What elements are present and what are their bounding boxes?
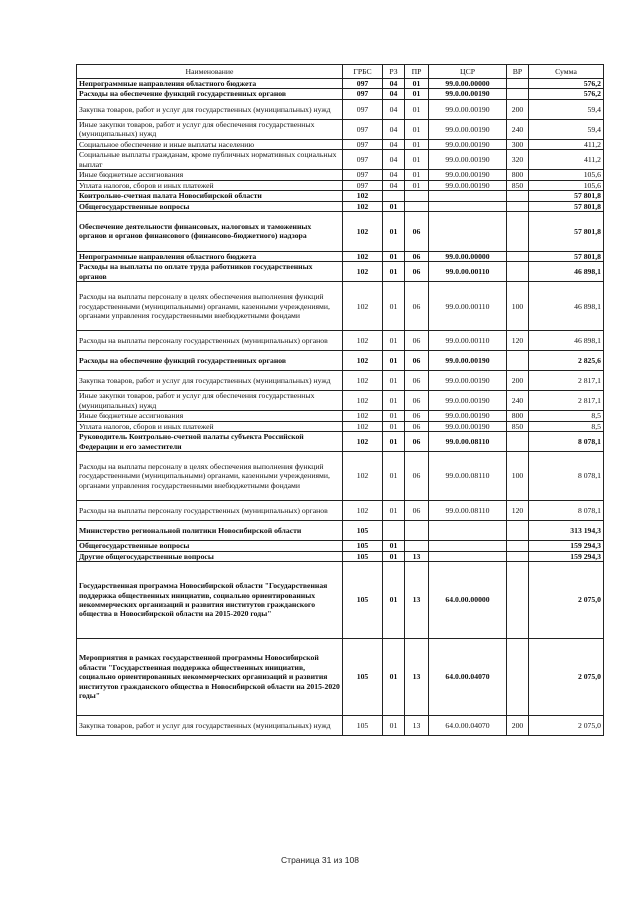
cell-pr: 06 bbox=[405, 262, 429, 282]
cell-rz: 04 bbox=[383, 99, 405, 119]
cell-csr: 99.0.00.00190 bbox=[429, 371, 507, 391]
table-row bbox=[77, 561, 604, 638]
cell-name: Государственная программа Новосибирской области "Государственная поддержка общественных инициатив, социально ориентированных некоммерческих организаций и развития институтов гражданского общества в Новосибирской области на 2015-2020 годы" bbox=[77, 561, 343, 638]
cell-rz: 04 bbox=[383, 139, 405, 149]
cell-rz bbox=[383, 191, 405, 201]
cell-name: Общегосударственные вопросы bbox=[77, 541, 343, 551]
cell-name: Расходы на выплаты персоналу в целях обеспечения выполнения функций государственными (муниципальными) органами, казенными учреждениями, органами управления государственными внебюджетными фондами bbox=[77, 282, 343, 331]
cell-vr bbox=[507, 191, 529, 201]
cell-sum: 59,4 bbox=[529, 119, 604, 139]
cell-grbs: 097 bbox=[343, 99, 383, 119]
cell-name: Непрограммные направления областного бюджета bbox=[77, 251, 343, 261]
cell-vr: 200 bbox=[507, 371, 529, 391]
cell-csr: 99.0.00.08110 bbox=[429, 501, 507, 521]
cell-grbs: 105 bbox=[343, 638, 383, 715]
cell-grbs: 097 bbox=[343, 139, 383, 149]
cell-sum: 46 898,1 bbox=[529, 331, 604, 351]
cell-csr: 99.0.00.00190 bbox=[429, 411, 507, 421]
table-row bbox=[77, 211, 604, 251]
cell-csr: 99.0.00.00190 bbox=[429, 139, 507, 149]
cell-sum: 8 078,1 bbox=[529, 501, 604, 521]
cell-sum: 411,2 bbox=[529, 150, 604, 170]
cell-vr bbox=[507, 79, 529, 89]
cell-pr: 01 bbox=[405, 139, 429, 149]
cell-vr bbox=[507, 432, 529, 452]
cell-csr: 64.0.00.04070 bbox=[429, 638, 507, 715]
cell-pr: 06 bbox=[405, 421, 429, 431]
cell-csr: 99.0.00.00190 bbox=[429, 421, 507, 431]
cell-rz: 01 bbox=[383, 262, 405, 282]
cell-vr bbox=[507, 541, 529, 551]
table-row bbox=[77, 139, 604, 149]
header-sum: Сумма bbox=[529, 65, 604, 79]
cell-name: Закупка товаров, работ и услуг для государственных (муниципальных) нужд bbox=[77, 99, 343, 119]
cell-name: Министерство региональной политики Новосибирской области bbox=[77, 521, 343, 541]
cell-pr: 01 bbox=[405, 170, 429, 180]
cell-csr bbox=[429, 551, 507, 561]
table-row bbox=[77, 331, 604, 351]
cell-name: Расходы на обеспечение функций государственных органов bbox=[77, 351, 343, 371]
cell-pr: 06 bbox=[405, 432, 429, 452]
cell-name: Расходы на выплаты персоналу в целях обеспечения выполнения функций государственными (муниципальными) органами, казенными учреждениями, органами управления государственными внебюджетными фондами bbox=[77, 452, 343, 501]
cell-csr: 99.0.00.00190 bbox=[429, 150, 507, 170]
header-name: Наименование bbox=[77, 65, 343, 79]
cell-csr: 99.0.00.00190 bbox=[429, 89, 507, 100]
cell-vr: 100 bbox=[507, 282, 529, 331]
cell-vr bbox=[507, 211, 529, 251]
cell-name: Контрольно-счетная палата Новосибирской области bbox=[77, 191, 343, 201]
cell-rz: 01 bbox=[383, 251, 405, 261]
cell-sum: 2 075,0 bbox=[529, 561, 604, 638]
table-row bbox=[77, 551, 604, 561]
cell-sum: 411,2 bbox=[529, 139, 604, 149]
cell-csr: 99.0.00.00110 bbox=[429, 282, 507, 331]
cell-sum: 57 801,8 bbox=[529, 211, 604, 251]
cell-rz: 01 bbox=[383, 211, 405, 251]
cell-rz: 04 bbox=[383, 150, 405, 170]
cell-sum: 2 075,0 bbox=[529, 638, 604, 715]
cell-name: Социальное обеспечение и иные выплаты населению bbox=[77, 139, 343, 149]
cell-pr: 13 bbox=[405, 551, 429, 561]
cell-grbs: 102 bbox=[343, 251, 383, 261]
cell-vr: 200 bbox=[507, 99, 529, 119]
cell-vr bbox=[507, 561, 529, 638]
cell-vr bbox=[507, 351, 529, 371]
cell-vr: 240 bbox=[507, 391, 529, 411]
table-row bbox=[77, 432, 604, 452]
table-row bbox=[77, 79, 604, 89]
cell-grbs: 105 bbox=[343, 521, 383, 541]
cell-pr: 06 bbox=[405, 351, 429, 371]
cell-sum: 313 194,3 bbox=[529, 521, 604, 541]
cell-rz: 01 bbox=[383, 411, 405, 421]
cell-name: Руководитель Контрольно-счетной палаты субъекта Российской Федерации и его заместители bbox=[77, 432, 343, 452]
cell-grbs: 102 bbox=[343, 331, 383, 351]
cell-vr: 120 bbox=[507, 331, 529, 351]
cell-pr: 01 bbox=[405, 150, 429, 170]
cell-csr bbox=[429, 201, 507, 211]
cell-rz: 01 bbox=[383, 371, 405, 391]
cell-name: Закупка товаров, работ и услуг для государственных (муниципальных) нужд bbox=[77, 715, 343, 735]
cell-rz: 01 bbox=[383, 351, 405, 371]
cell-rz: 01 bbox=[383, 421, 405, 431]
cell-sum: 159 294,3 bbox=[529, 551, 604, 561]
cell-pr bbox=[405, 521, 429, 541]
table-row bbox=[77, 638, 604, 715]
cell-csr: 64.0.00.04070 bbox=[429, 715, 507, 735]
cell-name: Социальные выплаты гражданам, кроме публичных нормативных социальных выплат bbox=[77, 150, 343, 170]
table-row bbox=[77, 421, 604, 431]
cell-csr: 99.0.00.00000 bbox=[429, 251, 507, 261]
cell-rz: 04 bbox=[383, 79, 405, 89]
cell-pr: 01 bbox=[405, 89, 429, 100]
header-grbs: ГРБС bbox=[343, 65, 383, 79]
header-csr: ЦСР bbox=[429, 65, 507, 79]
cell-pr: 13 bbox=[405, 715, 429, 735]
cell-sum: 2 825,6 bbox=[529, 351, 604, 371]
cell-grbs: 102 bbox=[343, 432, 383, 452]
cell-sum: 8,5 bbox=[529, 411, 604, 421]
cell-name: Общегосударственные вопросы bbox=[77, 201, 343, 211]
cell-name: Уплата налогов, сборов и иных платежей bbox=[77, 421, 343, 431]
header-vr: ВР bbox=[507, 65, 529, 79]
cell-rz: 01 bbox=[383, 551, 405, 561]
cell-csr: 99.0.00.08110 bbox=[429, 432, 507, 452]
table-row bbox=[77, 251, 604, 261]
cell-rz: 04 bbox=[383, 170, 405, 180]
cell-grbs: 105 bbox=[343, 541, 383, 551]
table-row bbox=[77, 99, 604, 119]
cell-grbs: 102 bbox=[343, 351, 383, 371]
cell-name: Расходы на выплаты по оплате труда работников государственных органов bbox=[77, 262, 343, 282]
header-pr: ПР bbox=[405, 65, 429, 79]
table-row bbox=[77, 371, 604, 391]
cell-pr: 01 bbox=[405, 99, 429, 119]
cell-sum: 46 898,1 bbox=[529, 282, 604, 331]
cell-sum: 2 817,1 bbox=[529, 391, 604, 411]
cell-pr: 06 bbox=[405, 501, 429, 521]
cell-grbs: 102 bbox=[343, 371, 383, 391]
cell-grbs: 097 bbox=[343, 150, 383, 170]
cell-grbs: 105 bbox=[343, 561, 383, 638]
cell-name: Расходы на выплаты персоналу государственных (муниципальных) органов bbox=[77, 331, 343, 351]
cell-name: Иные закупки товаров, работ и услуг для обеспечения государственных (муниципальных) нужд bbox=[77, 119, 343, 139]
cell-grbs: 102 bbox=[343, 421, 383, 431]
cell-sum: 57 801,8 bbox=[529, 251, 604, 261]
cell-pr: 06 bbox=[405, 251, 429, 261]
cell-grbs: 097 bbox=[343, 170, 383, 180]
cell-rz: 01 bbox=[383, 432, 405, 452]
cell-grbs: 102 bbox=[343, 282, 383, 331]
cell-pr: 06 bbox=[405, 211, 429, 251]
cell-sum: 2 817,1 bbox=[529, 371, 604, 391]
cell-rz: 01 bbox=[383, 201, 405, 211]
cell-pr bbox=[405, 191, 429, 201]
cell-grbs: 102 bbox=[343, 452, 383, 501]
cell-grbs: 102 bbox=[343, 501, 383, 521]
cell-vr: 240 bbox=[507, 119, 529, 139]
cell-grbs: 102 bbox=[343, 411, 383, 421]
cell-rz: 01 bbox=[383, 541, 405, 551]
cell-vr: 850 bbox=[507, 421, 529, 431]
cell-pr: 13 bbox=[405, 561, 429, 638]
header-rz: РЗ bbox=[383, 65, 405, 79]
cell-sum: 46 898,1 bbox=[529, 262, 604, 282]
cell-pr bbox=[405, 541, 429, 551]
cell-name: Расходы на выплаты персоналу государственных (муниципальных) органов bbox=[77, 501, 343, 521]
cell-name: Иные бюджетные ассигнования bbox=[77, 411, 343, 421]
table-row bbox=[77, 411, 604, 421]
cell-grbs: 105 bbox=[343, 551, 383, 561]
cell-sum: 105,6 bbox=[529, 170, 604, 180]
table-row bbox=[77, 541, 604, 551]
cell-sum: 8 078,1 bbox=[529, 452, 604, 501]
cell-csr: 99.0.00.00190 bbox=[429, 99, 507, 119]
table-row bbox=[77, 201, 604, 211]
cell-name: Расходы на обеспечение функций государственных органов bbox=[77, 89, 343, 100]
budget-table bbox=[76, 64, 604, 736]
cell-csr bbox=[429, 191, 507, 201]
cell-name: Другие общегосударственные вопросы bbox=[77, 551, 343, 561]
cell-pr: 06 bbox=[405, 371, 429, 391]
cell-rz: 04 bbox=[383, 119, 405, 139]
cell-csr: 99.0.00.00110 bbox=[429, 262, 507, 282]
cell-csr: 64.0.00.00000 bbox=[429, 561, 507, 638]
cell-sum: 105,6 bbox=[529, 180, 604, 190]
cell-pr: 06 bbox=[405, 411, 429, 421]
cell-vr: 800 bbox=[507, 170, 529, 180]
cell-sum: 57 801,8 bbox=[529, 191, 604, 201]
table-row bbox=[77, 180, 604, 190]
cell-grbs: 097 bbox=[343, 180, 383, 190]
cell-pr: 13 bbox=[405, 638, 429, 715]
cell-csr: 99.0.00.00000 bbox=[429, 79, 507, 89]
table-row bbox=[77, 715, 604, 735]
cell-name: Закупка товаров, работ и услуг для государственных (муниципальных) нужд bbox=[77, 371, 343, 391]
cell-name: Иные закупки товаров, работ и услуг для обеспечения государственных (муниципальных) нужд bbox=[77, 391, 343, 411]
cell-vr bbox=[507, 251, 529, 261]
cell-grbs: 102 bbox=[343, 262, 383, 282]
table-row bbox=[77, 452, 604, 501]
cell-rz: 04 bbox=[383, 89, 405, 100]
cell-grbs: 105 bbox=[343, 715, 383, 735]
cell-pr: 01 bbox=[405, 79, 429, 89]
cell-sum: 59,4 bbox=[529, 99, 604, 119]
cell-rz: 01 bbox=[383, 282, 405, 331]
cell-sum: 576,2 bbox=[529, 79, 604, 89]
table-row bbox=[77, 262, 604, 282]
cell-vr: 100 bbox=[507, 452, 529, 501]
cell-csr: 99.0.00.00110 bbox=[429, 331, 507, 351]
table-row bbox=[77, 89, 604, 100]
cell-pr bbox=[405, 201, 429, 211]
cell-csr: 99.0.00.00190 bbox=[429, 391, 507, 411]
table-row bbox=[77, 391, 604, 411]
cell-grbs: 097 bbox=[343, 89, 383, 100]
cell-csr: 99.0.00.00190 bbox=[429, 119, 507, 139]
cell-vr bbox=[507, 551, 529, 561]
cell-grbs: 097 bbox=[343, 119, 383, 139]
cell-pr: 06 bbox=[405, 452, 429, 501]
cell-vr: 120 bbox=[507, 501, 529, 521]
table-row bbox=[77, 170, 604, 180]
cell-name: Иные бюджетные ассигнования bbox=[77, 170, 343, 180]
table-row bbox=[77, 501, 604, 521]
cell-pr: 06 bbox=[405, 331, 429, 351]
cell-sum: 576,2 bbox=[529, 89, 604, 100]
table-row bbox=[77, 282, 604, 331]
cell-csr bbox=[429, 521, 507, 541]
cell-vr bbox=[507, 521, 529, 541]
cell-grbs: 097 bbox=[343, 79, 383, 89]
cell-rz: 01 bbox=[383, 715, 405, 735]
cell-grbs: 102 bbox=[343, 391, 383, 411]
cell-vr bbox=[507, 201, 529, 211]
cell-vr: 300 bbox=[507, 139, 529, 149]
cell-pr: 06 bbox=[405, 391, 429, 411]
cell-name: Обеспечение деятельности финансовых, налоговых и таможенных органов и органов финансового (финансово-бюджетного) надзора bbox=[77, 211, 343, 251]
cell-csr bbox=[429, 211, 507, 251]
cell-csr bbox=[429, 541, 507, 551]
cell-sum: 8,5 bbox=[529, 421, 604, 431]
cell-sum: 159 294,3 bbox=[529, 541, 604, 551]
cell-vr: 850 bbox=[507, 180, 529, 190]
cell-pr: 01 bbox=[405, 119, 429, 139]
table-body bbox=[77, 79, 604, 736]
table-row bbox=[77, 191, 604, 201]
cell-rz: 01 bbox=[383, 452, 405, 501]
cell-vr bbox=[507, 638, 529, 715]
cell-sum: 2 075,0 bbox=[529, 715, 604, 735]
cell-sum: 57 801,8 bbox=[529, 201, 604, 211]
cell-name: Непрограммные направления областного бюджета bbox=[77, 79, 343, 89]
cell-grbs: 102 bbox=[343, 201, 383, 211]
cell-vr: 800 bbox=[507, 411, 529, 421]
table-header-row bbox=[77, 65, 604, 79]
table-row bbox=[77, 150, 604, 170]
cell-vr: 320 bbox=[507, 150, 529, 170]
cell-csr: 99.0.00.08110 bbox=[429, 452, 507, 501]
cell-grbs: 102 bbox=[343, 211, 383, 251]
cell-sum: 8 078,1 bbox=[529, 432, 604, 452]
cell-csr: 99.0.00.00190 bbox=[429, 180, 507, 190]
table-row bbox=[77, 351, 604, 371]
cell-name: Мероприятия в рамках государственной программы Новосибирской области "Государственная поддержка общественных инициатив, социально ориентированных некоммерческих организаций и развития институтов гражданского общества в Новосибирской области на 2015-2020 годы" bbox=[77, 638, 343, 715]
page-number: Страница 31 из 108 bbox=[281, 855, 359, 865]
cell-pr: 06 bbox=[405, 282, 429, 331]
table-row bbox=[77, 521, 604, 541]
cell-rz bbox=[383, 521, 405, 541]
cell-pr: 01 bbox=[405, 180, 429, 190]
cell-grbs: 102 bbox=[343, 191, 383, 201]
cell-rz: 01 bbox=[383, 331, 405, 351]
cell-csr: 99.0.00.00190 bbox=[429, 351, 507, 371]
table-row bbox=[77, 119, 604, 139]
cell-vr bbox=[507, 89, 529, 100]
cell-rz: 01 bbox=[383, 561, 405, 638]
cell-rz: 01 bbox=[383, 501, 405, 521]
cell-vr bbox=[507, 262, 529, 282]
cell-vr: 200 bbox=[507, 715, 529, 735]
cell-name: Уплата налогов, сборов и иных платежей bbox=[77, 180, 343, 190]
cell-rz: 04 bbox=[383, 180, 405, 190]
cell-rz: 01 bbox=[383, 391, 405, 411]
cell-rz: 01 bbox=[383, 638, 405, 715]
cell-csr: 99.0.00.00190 bbox=[429, 170, 507, 180]
